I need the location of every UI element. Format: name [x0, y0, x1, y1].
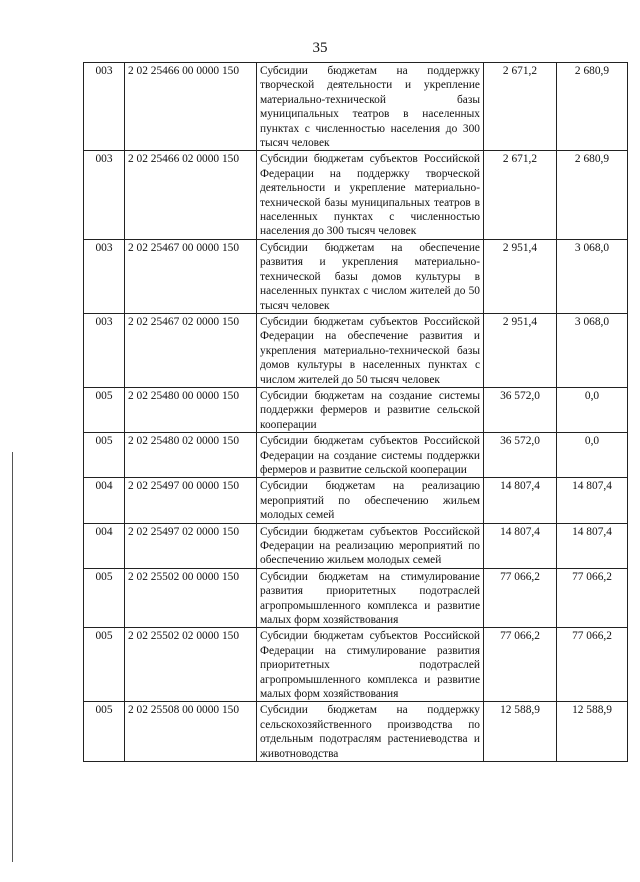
revenue-name-cell: Субсидии бюджетам на обеспечение развития и укрепления материально-технической базы домов культуры в населенных пунктах с числом жителей до 50 тысяч человек: [257, 239, 484, 313]
revenue-table: [83, 62, 628, 762]
amount-year-1-cell: 2 671,2: [484, 63, 557, 151]
table-row: [84, 63, 628, 151]
admin-code-cell: 005: [84, 568, 125, 628]
revenue-table-body: [84, 63, 628, 762]
budget-code-cell: 2 02 25502 00 0000 150: [125, 568, 257, 628]
amount-year-1-cell: 36 572,0: [484, 387, 557, 432]
amount-year-2-cell: 3 068,0: [557, 239, 628, 313]
revenue-name-cell: Субсидии бюджетам на реализацию мероприятий по обеспечению жильем молодых семей: [257, 478, 484, 523]
revenue-name-cell: Субсидии бюджетам субъектов Российской Федерации на обеспечение развития и укрепления материально-технической базы домов культуры в населенных пунктах с числом жителей до 50 тысяч человек: [257, 313, 484, 387]
budget-code-cell: 2 02 25502 02 0000 150: [125, 628, 257, 702]
amount-year-1-cell: 77 066,2: [484, 628, 557, 702]
revenue-name-cell: Субсидии бюджетам субъектов Российской Федерации на стимулирование развития приоритетных подотраслей агропромышленного комплекса и развитие малых форм хозяйствования: [257, 628, 484, 702]
budget-code-cell: 2 02 25466 02 0000 150: [125, 151, 257, 239]
admin-code-cell: 005: [84, 702, 125, 762]
amount-year-1-cell: 14 807,4: [484, 478, 557, 523]
amount-year-1-cell: 77 066,2: [484, 568, 557, 628]
amount-year-2-cell: 14 807,4: [557, 523, 628, 568]
amount-year-2-cell: 12 588,9: [557, 702, 628, 762]
amount-year-2-cell: 2 680,9: [557, 151, 628, 239]
revenue-name-cell: Субсидии бюджетам субъектов Российской Федерации на создание системы поддержки фермеров и развитие сельской кооперации: [257, 433, 484, 478]
amount-year-1-cell: 12 588,9: [484, 702, 557, 762]
budget-code-cell: 2 02 25466 00 0000 150: [125, 63, 257, 151]
amount-year-1-cell: 2 951,4: [484, 313, 557, 387]
revenue-name-cell: Субсидии бюджетам субъектов Российской Федерации на реализацию мероприятий по обеспечению жильем молодых семей: [257, 523, 484, 568]
admin-code-cell: 004: [84, 523, 125, 568]
amount-year-1-cell: 14 807,4: [484, 523, 557, 568]
table-row: [84, 239, 628, 313]
table-row: [84, 433, 628, 478]
admin-code-cell: 005: [84, 387, 125, 432]
budget-code-cell: 2 02 25480 00 0000 150: [125, 387, 257, 432]
admin-code-cell: 005: [84, 433, 125, 478]
budget-code-cell: 2 02 25480 02 0000 150: [125, 433, 257, 478]
amount-year-2-cell: 3 068,0: [557, 313, 628, 387]
page-number: 35: [312, 40, 328, 56]
admin-code-cell: 003: [84, 151, 125, 239]
admin-code-cell: 003: [84, 63, 125, 151]
amount-year-1-cell: 2 951,4: [484, 239, 557, 313]
table-row: [84, 523, 628, 568]
revenue-name-cell: Субсидии бюджетам на поддержку сельскохозяйственного производства по отдельным подотраслям растениеводства и животноводства: [257, 702, 484, 762]
amount-year-1-cell: 36 572,0: [484, 433, 557, 478]
revenue-name-cell: Субсидии бюджетам на создание системы поддержки фермеров и развитие сельской кооперации: [257, 387, 484, 432]
amount-year-2-cell: 14 807,4: [557, 478, 628, 523]
amount-year-2-cell: 2 680,9: [557, 63, 628, 151]
budget-code-cell: 2 02 25508 00 0000 150: [125, 702, 257, 762]
table-row: [84, 702, 628, 762]
table-row: [84, 478, 628, 523]
table-row: [84, 387, 628, 432]
table-row: [84, 628, 628, 702]
amount-year-2-cell: 77 066,2: [557, 568, 628, 628]
amount-year-1-cell: 2 671,2: [484, 151, 557, 239]
revenue-name-cell: Субсидии бюджетам на стимулирование развития приоритетных подотраслей агропромышленного комплекса и развитие малых форм хозяйствования: [257, 568, 484, 628]
budget-code-cell: 2 02 25497 02 0000 150: [125, 523, 257, 568]
admin-code-cell: 003: [84, 313, 125, 387]
admin-code-cell: 005: [84, 628, 125, 702]
scan-edge-line: [12, 452, 13, 862]
amount-year-2-cell: 0,0: [557, 387, 628, 432]
amount-year-2-cell: 0,0: [557, 433, 628, 478]
table-row: [84, 568, 628, 628]
admin-code-cell: 004: [84, 478, 125, 523]
admin-code-cell: 003: [84, 239, 125, 313]
budget-code-cell: 2 02 25497 00 0000 150: [125, 478, 257, 523]
revenue-name-cell: Субсидии бюджетам субъектов Российской Федерации на поддержку творческой деятельности и укрепление материально-технической базы муниципальных театров в населенных пунктах с численностью населения до 300 тысяч человек: [257, 151, 484, 239]
budget-code-cell: 2 02 25467 02 0000 150: [125, 313, 257, 387]
budget-code-cell: 2 02 25467 00 0000 150: [125, 239, 257, 313]
amount-year-2-cell: 77 066,2: [557, 628, 628, 702]
revenue-name-cell: Субсидии бюджетам на поддержку творческой деятельности и укрепление материально-технической базы муниципальных театров в населенных пунктах с численностью населения до 300 тысяч человек: [257, 63, 484, 151]
table-row: [84, 313, 628, 387]
table-row: [84, 151, 628, 239]
